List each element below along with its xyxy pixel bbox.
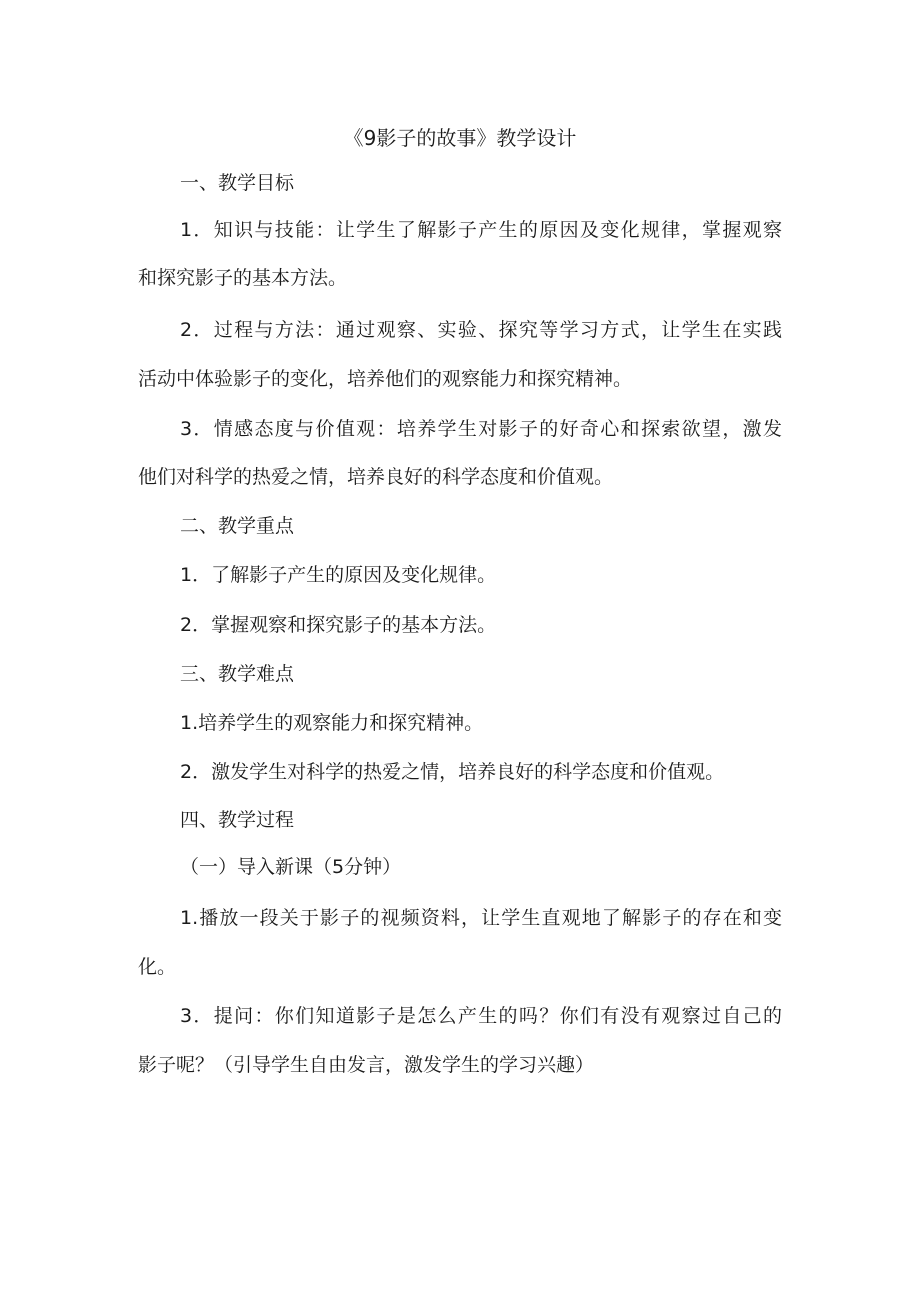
list-item: 1.培养学生的观察能力和探究精神。	[180, 712, 484, 734]
paragraph-line: 活动中体验影子的变化，培养他们的观察能力和探究精神。	[138, 368, 633, 390]
paragraph-line: 化。	[138, 956, 177, 978]
paragraph-line: 他们对科学的热爱之情，培养良好的科学态度和价值观。	[138, 466, 614, 488]
section-heading-goals: 一、教学目标	[180, 172, 295, 194]
paragraph-line: 和探究影子的基本方法。	[138, 267, 348, 289]
paragraph-line: 1.播放一段关于影子的视频资料，让学生直观地了解影子的存在和变	[180, 907, 782, 929]
list-item: 2．激发学生对科学的热爱之情，培养良好的科学态度和价值观。	[180, 761, 725, 783]
list-item: 1．了解影子产生的原因及变化规律。	[180, 564, 497, 586]
paragraph-line: 2．过程与方法：通过观察、实验、探究等学习方式，让学生在实践	[180, 319, 782, 341]
paragraph-line: 3．情感态度与价值观：培养学生对影子的好奇心和探索欲望，激发	[180, 418, 782, 440]
list-item: 2．掌握观察和探究影子的基本方法。	[180, 614, 497, 636]
paragraph-line: 3．提问：你们知道影子是怎么产生的吗？你们有没有观察过自己的	[180, 1005, 782, 1027]
section-heading-difficulties: 三、教学难点	[180, 663, 295, 685]
document-title: 《9影子的故事》教学设计	[343, 126, 577, 150]
paragraph-line: 影子呢？（引导学生自由发言，激发学生的学习兴趣）	[138, 1054, 595, 1076]
subsection-heading: （一）导入新课（5分钟）	[180, 856, 402, 878]
section-heading-key-points: 二、教学重点	[180, 515, 295, 537]
section-heading-process: 四、教学过程	[180, 809, 295, 831]
paragraph-line: 1．知识与技能：让学生了解影子产生的原因及变化规律，掌握观察	[180, 219, 782, 241]
